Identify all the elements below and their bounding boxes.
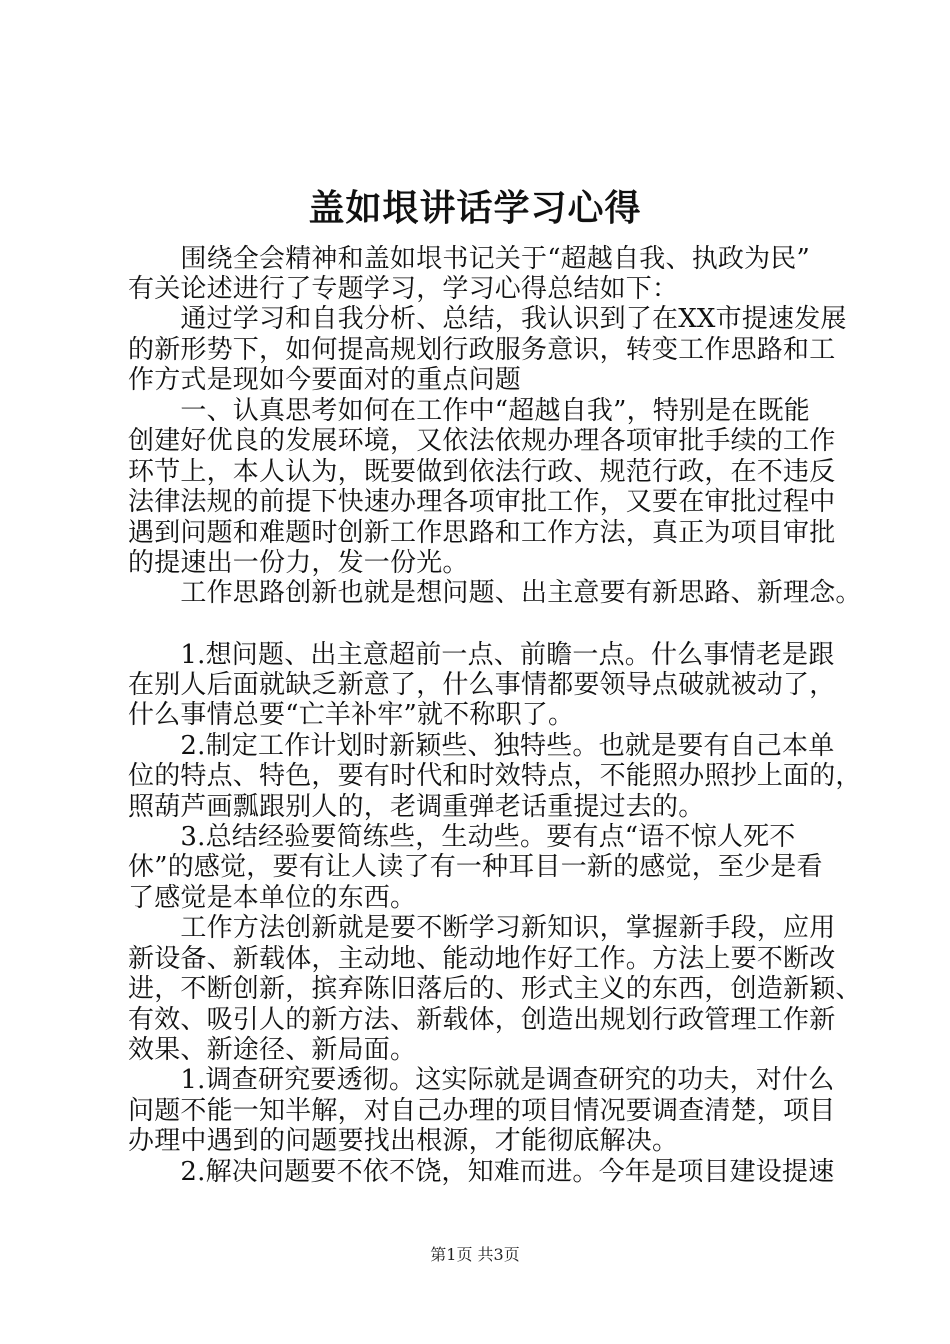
paragraph-line: 的提速出一份力，发一份光。	[128, 548, 469, 578]
paragraph-line: 3.总结经验要简练些，生动些。要有点“语不惊人死不	[128, 822, 796, 852]
paragraph-line: 围绕全会精神和盖如垠书记关于“超越自我、执政为民”	[128, 244, 810, 274]
paragraph-line: 创建好优良的发展环境，又依法依规办理各项审批手续的工作	[128, 426, 836, 456]
paragraph-line: 新设备、新载体，主动地、能动地作好工作。方法上要不断改	[128, 944, 836, 974]
paragraph-line: 一、认真思考如何在工作中“超越自我”，特别是在既能	[128, 396, 810, 426]
paragraph-line: 问题不能一知半解，对自己办理的项目情况要调查清楚，项目	[128, 1096, 836, 1126]
paragraph-line: 工作思路创新也就是想问题、出主意要有新思路、新理念。	[128, 578, 862, 608]
paragraph-line: 的新形势下，如何提高规划行政服务意识，转变工作思路和工	[128, 335, 836, 365]
paragraph-line: 在别人后面就缺乏新意了，什么事情都要领导点破就被动了，	[128, 670, 836, 700]
page-footer: 第1页 共3页	[430, 1245, 520, 1264]
paragraph-line: 照葫芦画瓢跟别人的，老调重弹老话重提过去的。	[128, 792, 705, 822]
document-title: 盖如垠讲话学习心得	[308, 187, 642, 229]
paragraph-line: 环节上，本人认为，既要做到依法行政、规范行政，在不违反	[128, 457, 836, 487]
paragraph-line: 遇到问题和难题时创新工作思路和工作方法，真正为项目审批	[128, 518, 836, 548]
paragraph-line: 1.调查研究要透彻。这实际就是调查研究的功夫，对什么	[128, 1065, 835, 1095]
paragraph-line: 位的特点、特色，要有时代和时效特点，不能照办照抄上面的，	[128, 761, 862, 791]
paragraph-line: 效果、新途径、新局面。	[128, 1035, 417, 1065]
paragraph-line: 1.想问题、出主意超前一点、前瞻一点。什么事情老是跟	[128, 640, 835, 670]
paragraph-line: 了感觉是本单位的东西。	[128, 883, 417, 913]
paragraph-line: 2.制定工作计划时新颖些、独特些。也就是要有自己本单	[128, 731, 835, 761]
paragraph-line: 办理中遇到的问题要找出根源，才能彻底解决。	[128, 1126, 679, 1156]
paragraph-line: 有效、吸引人的新方法、新载体，创造出规划行政管理工作新	[128, 1005, 836, 1035]
paragraph-line: 休”的感觉，要有让人读了有一种耳目一新的感觉，至少是看	[128, 852, 823, 882]
paragraph-line: 法律法规的前提下快速办理各项审批工作，又要在审批过程中	[128, 487, 836, 517]
paragraph-line: 通过学习和自我分析、总结，我认识到了在XX市提速发展	[128, 304, 847, 334]
paragraph-line: 什么事情总要“亡羊补牢”就不称职了。	[128, 700, 575, 730]
paragraph-line: 工作方法创新就是要不断学习新知识，掌握新手段，应用	[128, 913, 836, 943]
paragraph-line: 作方式是现如今要面对的重点问题	[128, 365, 522, 395]
paragraph-line: 2.解决问题要不依不饶，知难而进。今年是项目建设提速	[128, 1157, 835, 1187]
paragraph-line: 进，不断创新，摈弃陈旧落后的、形式主义的东西，创造新颖、	[128, 974, 862, 1004]
paragraph-line: 有关论述进行了专题学习，学习心得总结如下：	[128, 274, 679, 304]
